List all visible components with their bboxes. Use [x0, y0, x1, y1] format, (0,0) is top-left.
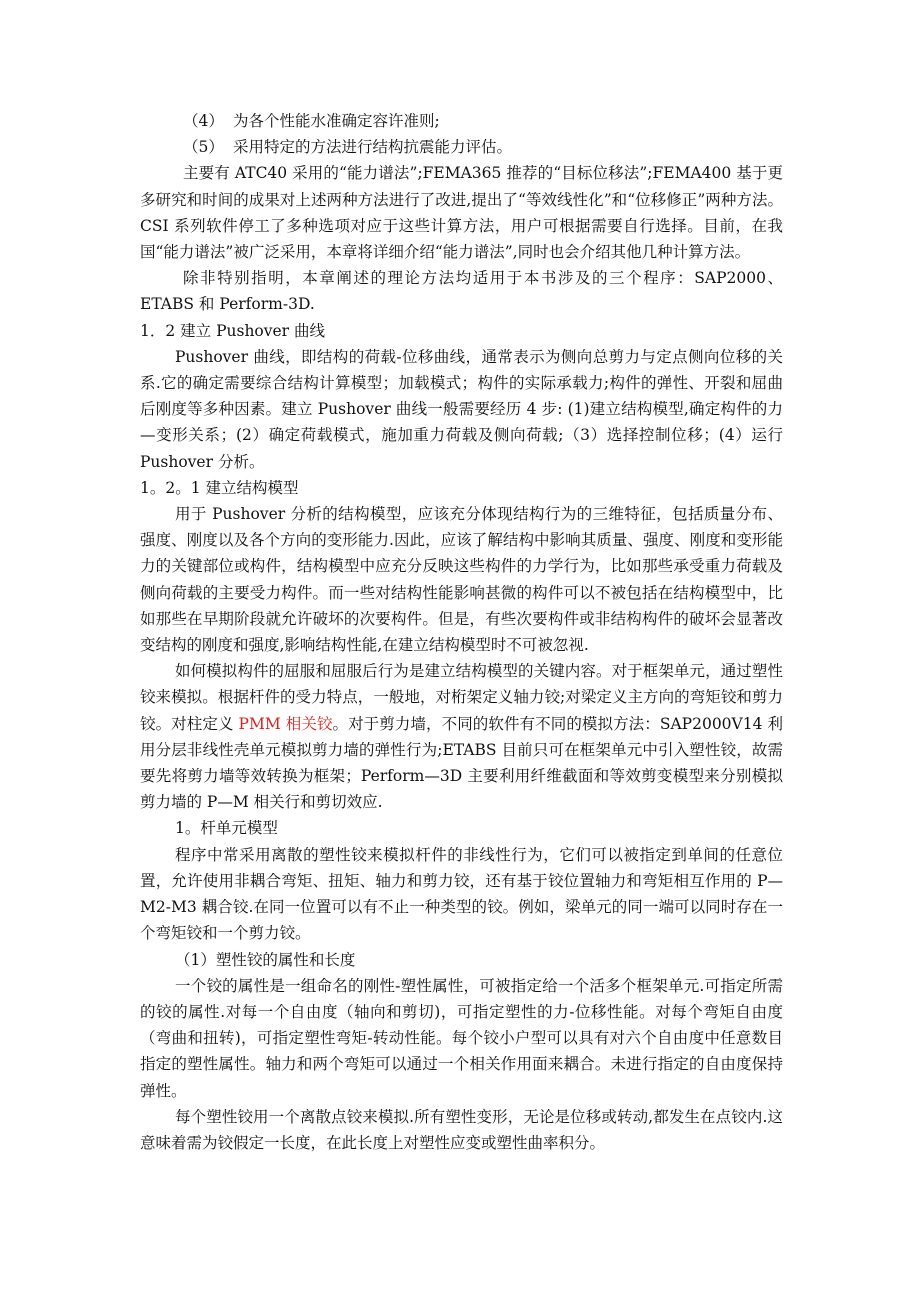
subheading-rod-element: 1。杆单元模型 — [175, 819, 278, 838]
section-heading-1-2: 1．2 建立 Pushover 曲线 — [140, 321, 326, 340]
paragraph-model-2-text-b: 。对于剪力墙，不同的软件有不同的模拟方法：SAP2000V14 利用分层非线性壳单元模拟剪力墙的弹性行为;ETABS 目前只可在框架单元中引入塑性铰，故需要先将剪力墙等效转换为框架；Perform—3D 主要利用纤维截面和等效剪变模型来分别模拟剪力墙的 P—M 相关行和剪切效应. — [140, 714, 783, 812]
list-number: （5） — [183, 138, 224, 157]
paragraph-model-2-text-a: 如何模拟构件的屈服和屈服后行为是建立结构模型的关键内容。对于框架单元，通过塑性铰来模拟。根据杆件的受力特点，一般地，对桁架定义轴力铰;对梁定义主方向的弯矩铰和剪力铰。对柱定义 — [140, 662, 783, 733]
paragraph-pushover-curve: Pushover 曲线，即结构的荷载-位移曲线，通常表示为侧向总剪力与定点侧向位移的关系.它的确定需要综合结构计算模型；加载模式；构件的实际承载力;构件的弹性、开裂和屈曲后刚度等多种因素。建立 Pushover 曲线一般需要经历 4 步: (1)建立结构模型,确定构件的力—变形关系；(2）确定荷载模式，施加重力荷载及侧向荷载;（3）选择控制位移；(4）运行 Pushover 分析。 — [140, 347, 783, 471]
list-text: 采用特定的方法进行结构抗震能力评估。 — [233, 138, 513, 157]
paragraph-model-1: 用于 Pushover 分析的结构模型，应该充分体现结构行为的三维特征，包括质量分布、强度、刚度以及各个方向的变形能力.因此，应该了解结构中影响其质量、强度、刚度和变形能力的关键部位或构件，结构模型中应充分反映这些构件的力学行为，比如那些承受重力荷载及侧向荷载的主要受力构件。而一些对结构性能影响甚微的构件可以不被包括在结构模型中，比如那些在早期阶段就允许破坏的次要构件。但是，有些次要构件或非结构构件的破坏会显著改变结构的刚度和强度,影响结构性能,在建立结构模型时不可被忽视. — [140, 505, 783, 655]
paragraph-hinge-1: 一个铰的属性是一组命名的刚性-塑性属性，可被指定给一个活多个框架单元.可指定所需的铰的属性.对每一个自由度（轴向和剪切)，可指定塑性的力-位移性能。对每个弯矩自由度（弯曲和扭转)，可指定塑性弯矩-转动性能。每个铰小户型可以具有对六个自由度中任意数目指定的塑性属性。轴力和两个弯矩可以通过一个相关作用面来耦合。未进行指定的自由度保持弹性。 — [140, 976, 783, 1100]
list-item — [140, 108, 783, 134]
list-text: 为各个性能水准确定容许准则; — [233, 112, 440, 130]
list-item — [140, 134, 783, 160]
subheading-hinge-properties: （1）塑性铰的属性和长度 — [175, 950, 356, 969]
paragraph-methods: 主要有 ATC40 采用的“能力谱法”;FEMA365 推荐的“目标位移法”;FEMA400 基于更多研究和时间的成果对上述两种方法进行了改进,提出了“等效线性化”和“位移修正”两种方法。CSI 系列软件停工了多种选项对应于这些计算方法，用户可根据需要自行选择。目前，在我国“能力谱法”被广泛采用，本章将详细介绍“能力谱法”,同时也会介绍其他几种计算方法。 — [140, 164, 783, 262]
list-number: （4） — [183, 112, 224, 130]
paragraph-model-2 — [140, 658, 783, 815]
document-body — [140, 108, 783, 1156]
paragraph-programs: 除非特别指明，本章阐述的理论方法均适用于本书涉及的三个程序：SAP2000、ETABS 和 Perform-3D. — [140, 269, 783, 314]
paragraph-hinge-2: 每个塑性铰用一个离散点铰来模拟.所有塑性变形，无论是位移或转动,都发生在点铰内.这意味着需为铰假定一长度，在此长度上对塑性应变或塑性曲率积分。 — [140, 1107, 783, 1152]
paragraph-rod-element: 程序中常采用离散的塑性铰来模拟杆件的非线性行为，它们可以被指定到单间的任意位置，允许使用非耦合弯矩、扭矩、轴力和剪力铰，还有基于铰位置轴力和弯矩相互作用的 P—M2-M3 耦合铰.在同一位置可以有不止一种类型的铰。例如，梁单元的同一端可以同时存在一个弯矩铰和一个剪力铰。 — [140, 845, 783, 943]
highlighted-term: PMM 相关铰 — [238, 714, 333, 733]
section-heading-1-2-1: 1。2。1 建立结构模型 — [140, 478, 299, 497]
